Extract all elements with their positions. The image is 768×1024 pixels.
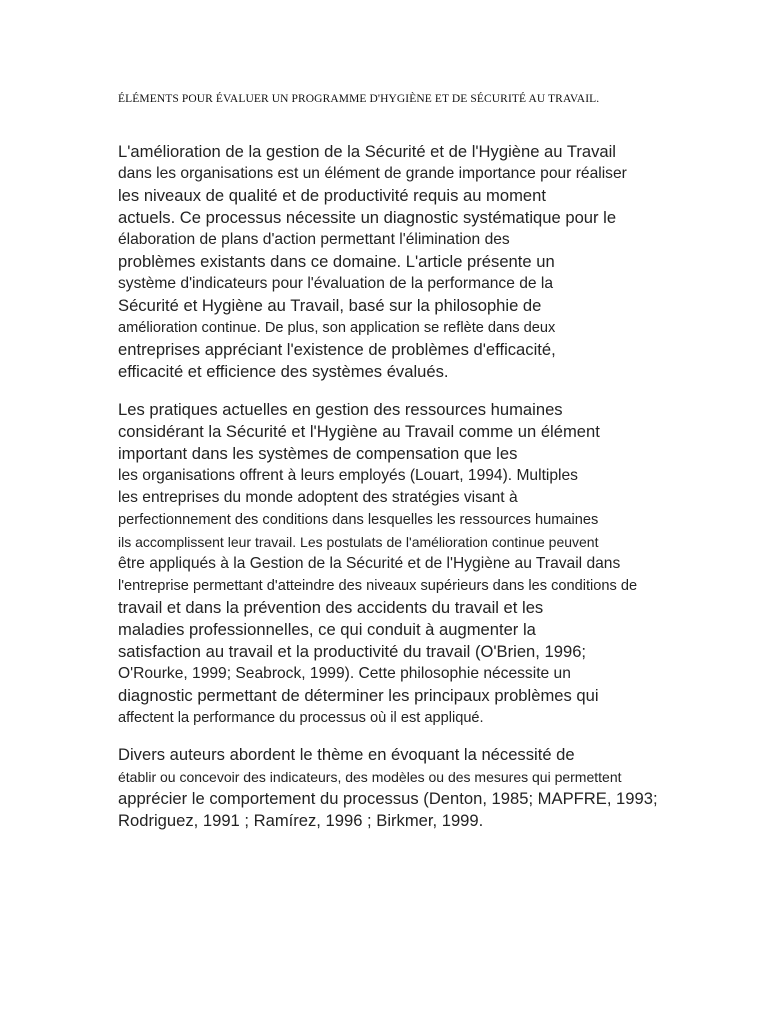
paragraph-line: les organisations offrent à leurs employés (Louart, 1994). Multiples <box>118 467 578 484</box>
paragraph-line: élaboration de plans d'action permettant l'élimination des <box>118 231 510 248</box>
paragraph-line: considérant la Sécurité et l'Hygiène au Travail comme un élément <box>118 422 600 441</box>
paragraph-2 <box>118 399 738 729</box>
paragraph-line: efficacité et efficience des systèmes évalués. <box>118 362 449 381</box>
paragraph-line: problèmes existants dans ce domaine. L'article présente un <box>118 252 555 271</box>
paragraph-line: établir ou concevoir des indicateurs, des modèles ou des mesures qui permettent <box>118 769 622 785</box>
paragraph-line: ils accomplissent leur travail. Les postulats de l'amélioration continue peuvent <box>118 534 599 550</box>
paragraph-line: Sécurité et Hygiène au Travail, basé sur la philosophie de <box>118 296 542 315</box>
paragraph-line: perfectionnement des conditions dans lesquelles les ressources humaines <box>118 512 599 528</box>
paragraph-3 <box>118 744 738 832</box>
paragraph-line: Rodriguez, 1991 ; Ramírez, 1996 ; Birkmer, 1999. <box>118 811 484 830</box>
paragraph-line: amélioration continue. De plus, son application se reflète dans deux <box>118 320 556 336</box>
paragraph-line: dans les organisations est un élément de grande importance pour réaliser <box>118 165 627 182</box>
paragraph-line: les niveaux de qualité et de productivité requis au moment <box>118 186 547 205</box>
paragraph-line: l'entreprise permettant d'atteindre des niveaux supérieurs dans les conditions de <box>118 578 638 594</box>
paragraph-line: satisfaction au travail et la productivité du travail (O'Brien, 1996; <box>118 642 587 661</box>
paragraph-1 <box>118 141 738 383</box>
paragraph-line: travail et dans la prévention des accidents du travail et les <box>118 598 544 617</box>
paragraph-line: être appliqués à la Gestion de la Sécurité et de l'Hygiène au Travail dans <box>118 555 621 572</box>
paragraph-line: O'Rourke, 1999; Seabrock, 1999). Cette philosophie nécessite un <box>118 665 571 682</box>
paragraph-line: Divers auteurs abordent le thème en évoquant la nécessité de <box>118 745 575 764</box>
document-title: ÉLÉMENTS POUR ÉVALUER UN PROGRAMME D'HYGIÈNE ET DE SÉCURITÉ AU TRAVAIL. <box>118 93 600 105</box>
paragraph-line: actuels. Ce processus nécessite un diagnostic systématique pour le <box>118 208 617 227</box>
paragraph-line: les entreprises du monde adoptent des stratégies visant à <box>118 489 518 506</box>
paragraph-line: maladies professionnelles, ce qui conduit à augmenter la <box>118 620 536 639</box>
paragraph-line: affectent la performance du processus où il est appliqué. <box>118 710 484 726</box>
paragraph-line: entreprises appréciant l'existence de problèmes d'efficacité, <box>118 340 556 359</box>
paragraph-line: diagnostic permettant de déterminer les principaux problèmes qui <box>118 686 599 705</box>
paragraph-line: important dans les systèmes de compensation que les <box>118 444 518 463</box>
paragraph-line: apprécier le comportement du processus (Denton, 1985; MAPFRE, 1993; <box>118 789 658 808</box>
paragraph-line: système d'indicateurs pour l'évaluation de la performance de la <box>118 275 554 292</box>
paragraph-line: L'amélioration de la gestion de la Sécurité et de l'Hygiène au Travail <box>118 142 616 161</box>
paragraph-line: Les pratiques actuelles en gestion des ressources humaines <box>118 400 563 419</box>
